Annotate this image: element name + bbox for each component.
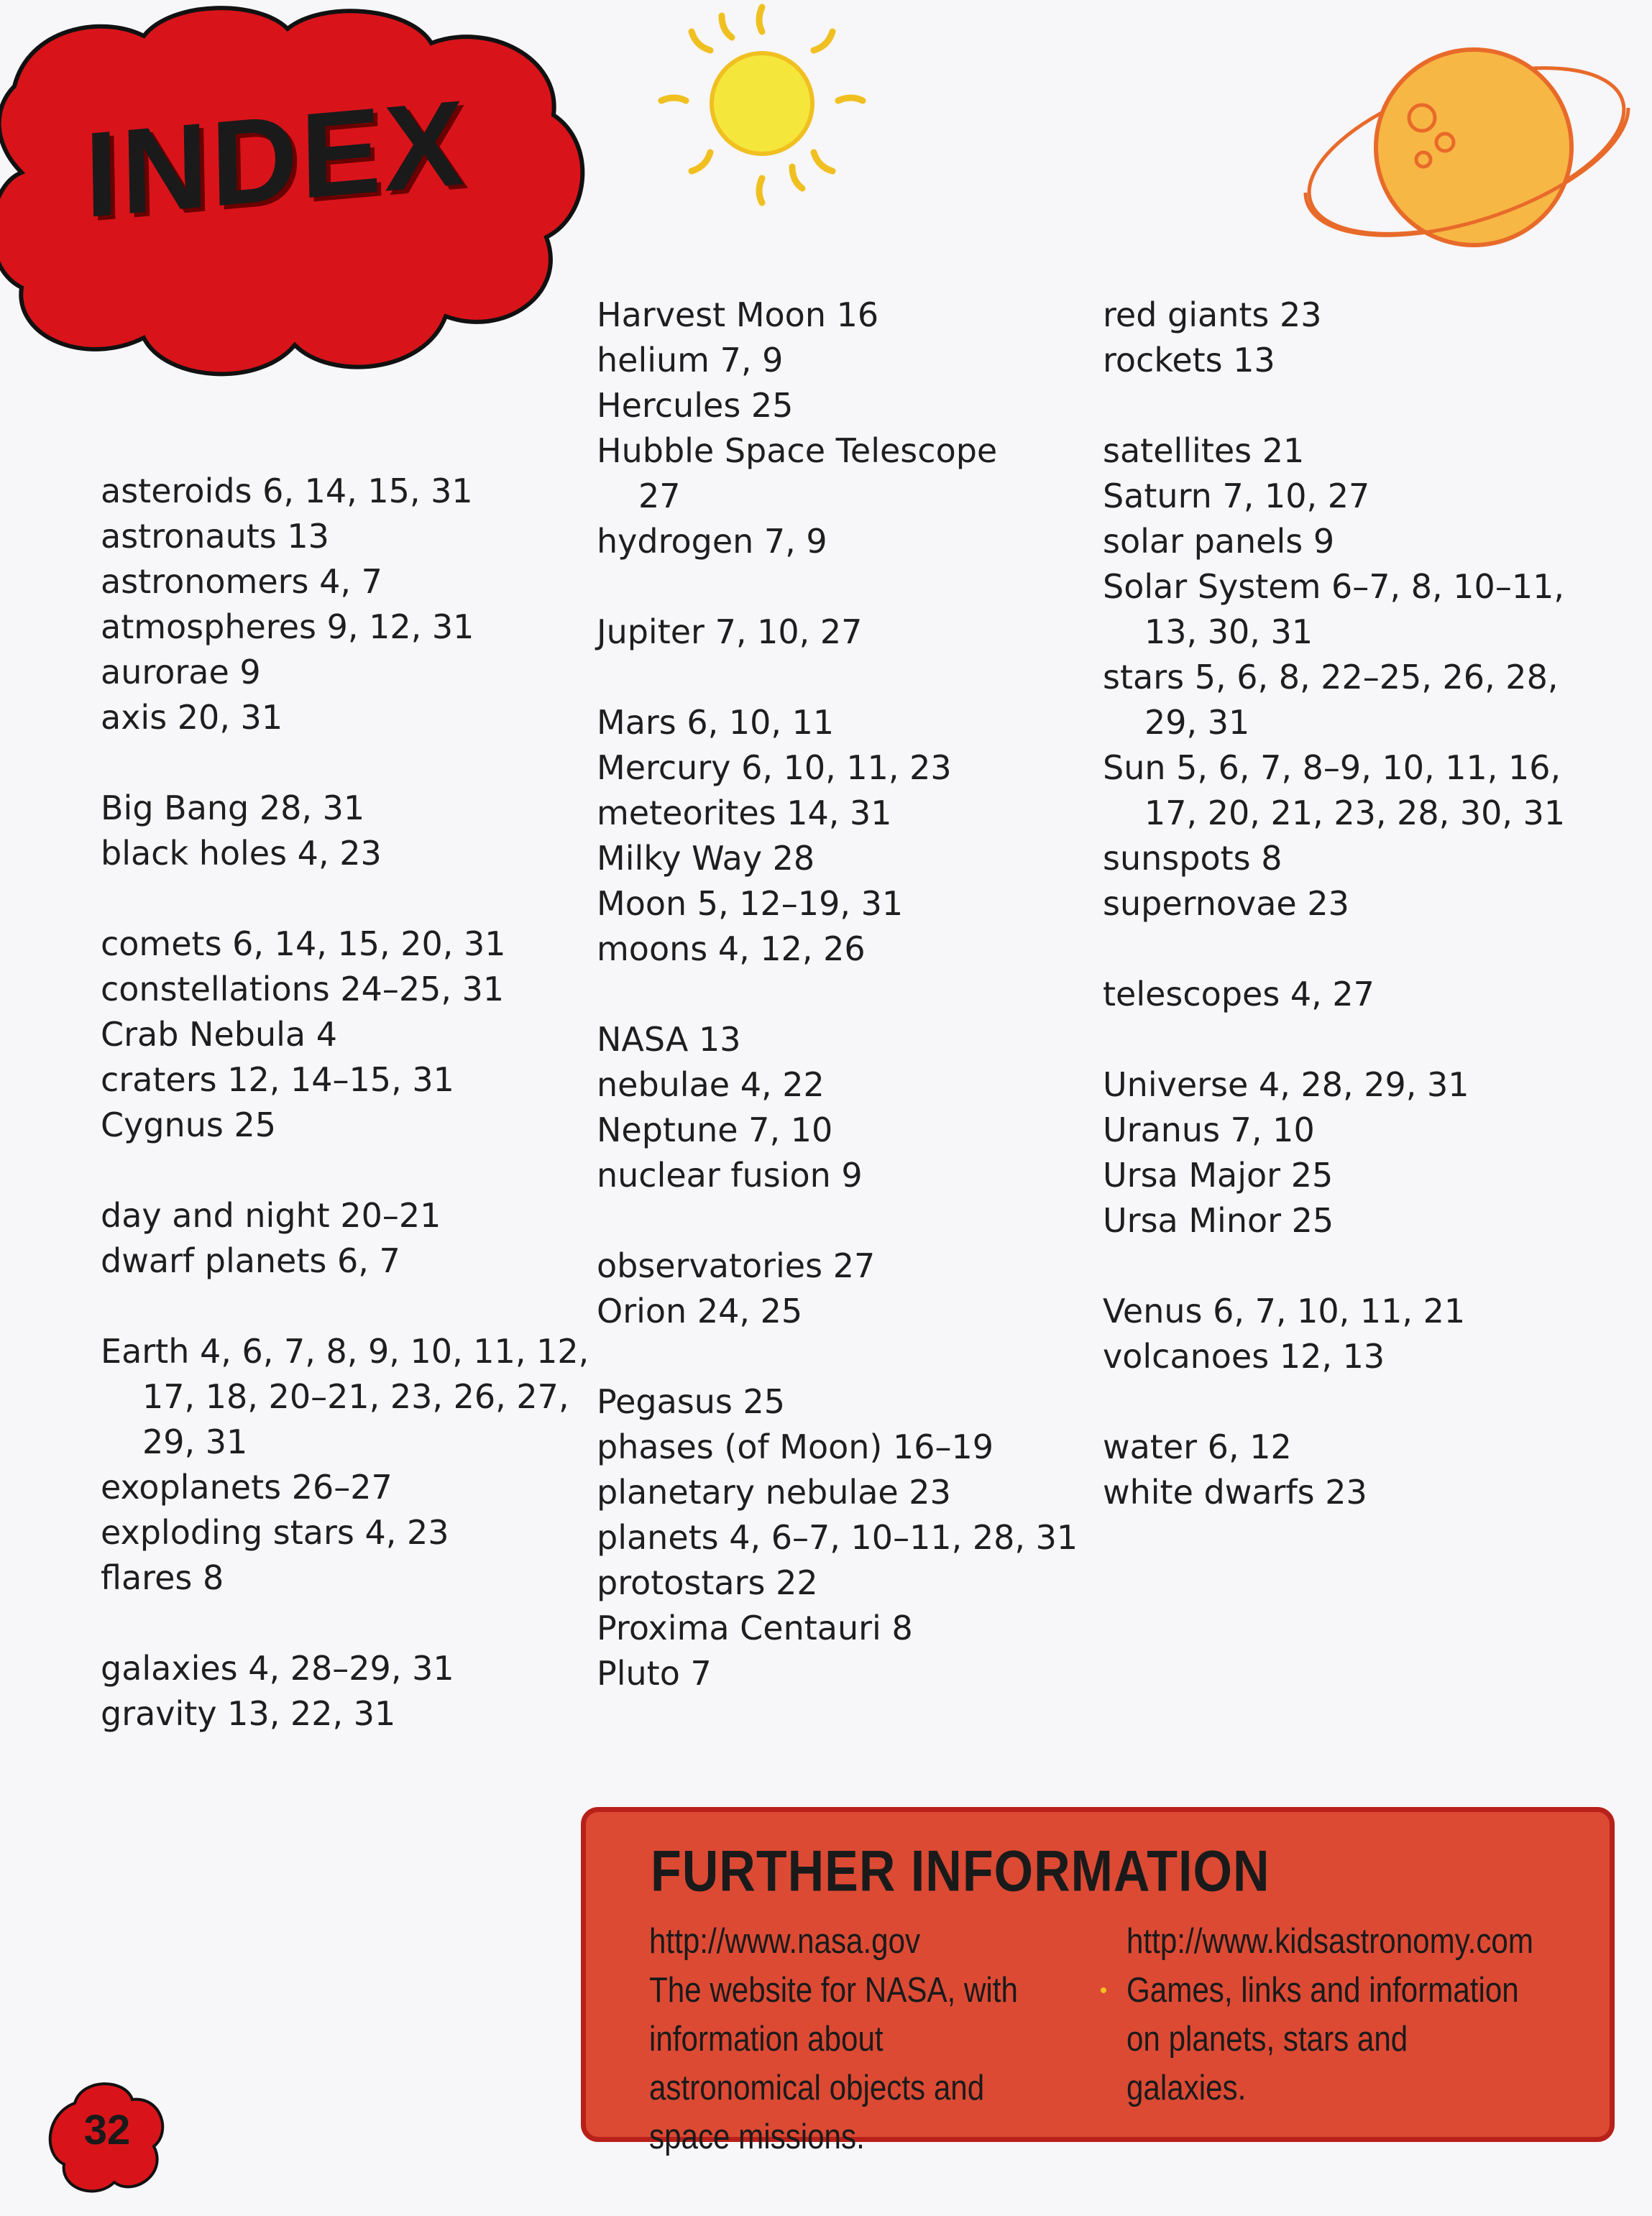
further-information-title: FURTHER INFORMATION <box>651 1839 1270 1903</box>
index-entry-text: planetary nebulae 23 <box>597 1473 951 1512</box>
index-entry <box>1103 1470 1565 1515</box>
index-entry-text: volcanoes 12, 13 <box>1103 1337 1385 1376</box>
index-entry-text: axis 20, 31 <box>101 698 283 737</box>
index-entry-text: Mars 6, 10, 11 <box>597 703 835 742</box>
index-entry-text: aurorae 9 <box>101 653 261 691</box>
index-entry-text: Orion 24, 25 <box>597 1292 803 1330</box>
info-site-nasa <box>649 1917 1045 2161</box>
index-entry-text: Mercury 6, 10, 11, 23 <box>597 748 952 787</box>
index-entry <box>597 836 1078 881</box>
section-gap <box>597 972 1078 1017</box>
index-entry <box>101 514 589 559</box>
index-entry-text: exoplanets 26–27 <box>101 1468 393 1507</box>
section-gap <box>1103 1243 1565 1289</box>
index-entry <box>597 1243 1078 1289</box>
index-entry <box>1103 519 1565 564</box>
section-gap <box>1103 383 1565 428</box>
index-entry <box>1103 745 1565 836</box>
index-entry <box>597 1153 1078 1198</box>
index-entry-continuation: 29, 31 <box>142 1422 248 1461</box>
index-entry <box>1103 972 1565 1017</box>
index-entry <box>1103 1334 1565 1379</box>
index-entry-text: Universe 4, 28, 29, 31 <box>1103 1065 1469 1104</box>
index-entry-text: Hercules 25 <box>597 386 794 425</box>
index-entry-text: phases (of Moon) 16–19 <box>597 1427 994 1466</box>
index-entry-text: gravity 13, 22, 31 <box>101 1694 396 1733</box>
index-entry <box>597 293 1078 338</box>
index-entry-text: Pegasus 25 <box>597 1382 786 1421</box>
index-entry-text: Solar System 6–7, 8, 10–11, <box>1103 567 1564 606</box>
index-entry <box>597 881 1078 927</box>
index-entry-text: Moon 5, 12–19, 31 <box>597 884 904 923</box>
section-gap <box>1103 1017 1565 1062</box>
index-entry-text: Saturn 7, 10, 27 <box>1103 477 1370 515</box>
index-entry <box>101 1691 589 1737</box>
section-gap <box>597 1198 1078 1243</box>
index-entry-text: Jupiter 7, 10, 27 <box>597 612 863 651</box>
index-entry <box>101 604 589 650</box>
index-entry-continuation: 29, 31 <box>1144 703 1250 742</box>
index-entry-continuation: 17, 18, 20–21, 23, 26, 27, <box>142 1377 569 1416</box>
index-entry-text: satellites 21 <box>1103 431 1305 470</box>
index-entry <box>101 1465 589 1510</box>
index-entry <box>1103 881 1565 927</box>
planet-icon <box>1294 22 1639 295</box>
index-entry-text: black holes 4, 23 <box>101 834 382 873</box>
index-entry <box>1103 474 1565 519</box>
index-entry-text: day and night 20–21 <box>101 1196 441 1235</box>
index-entry-text: water 6, 12 <box>1103 1427 1292 1466</box>
index-entry-text: Uranus 7, 10 <box>1103 1111 1315 1149</box>
index-column-2 <box>597 293 1078 1696</box>
index-entry <box>101 831 589 876</box>
index-entry <box>597 700 1078 745</box>
index-entry-text: planets 4, 6–7, 10–11, 28, 31 <box>597 1518 1078 1557</box>
index-entry <box>597 745 1078 791</box>
section-gap <box>101 1148 589 1193</box>
index-entry <box>597 927 1078 972</box>
index-entry-text: sunspots 8 <box>1103 839 1282 878</box>
index-entry <box>101 967 589 1012</box>
index-column-3 <box>1103 293 1565 1515</box>
index-entry <box>597 1062 1078 1108</box>
index-entry <box>597 383 1078 428</box>
index-entry-text: red giants 23 <box>1103 295 1322 334</box>
index-entry-text: Cygnus 25 <box>101 1105 276 1144</box>
index-entry <box>597 610 1078 655</box>
section-gap <box>101 876 589 921</box>
index-entry-text: Hubble Space Telescope <box>597 431 998 470</box>
info-link-kidsastronomy[interactable]: http://www.kidsastronomy.com <box>1126 1922 1533 1961</box>
section-gap <box>101 1284 589 1329</box>
index-entry <box>1103 1108 1565 1153</box>
index-entry <box>101 469 589 514</box>
index-entry-text: Neptune 7, 10 <box>597 1111 833 1149</box>
index-entry-text: craters 12, 14–15, 31 <box>101 1060 454 1099</box>
index-entry <box>597 1108 1078 1153</box>
sun-icon <box>647 0 877 208</box>
index-entry <box>101 1329 589 1465</box>
index-entry <box>1103 1062 1565 1108</box>
index-entry-text: Sun 5, 6, 7, 8–9, 10, 11, 16, <box>1103 748 1561 787</box>
index-entry <box>1103 836 1565 881</box>
index-entry-text: Big Bang 28, 31 <box>101 789 365 827</box>
index-entry <box>597 1515 1078 1560</box>
index-entry-text: supernovae 23 <box>1103 884 1349 923</box>
section-gap <box>1103 927 1565 972</box>
info-site-kidsastronomy <box>1126 1917 1535 2112</box>
index-entry-text: dwarf planets 6, 7 <box>101 1241 400 1280</box>
index-entry-text: constellations 24–25, 31 <box>101 970 505 1008</box>
info-link-nasa[interactable]: http://www.nasa.gov <box>649 1922 921 1961</box>
info-desc-nasa: The website for NASA, with information about astronomical objects and space missions. <box>649 1971 1018 2156</box>
section-gap <box>101 1601 589 1646</box>
section-gap <box>101 740 589 786</box>
index-entry-text: flares 8 <box>101 1558 224 1597</box>
page-number: 32 <box>83 2107 131 2153</box>
index-entry <box>597 1606 1078 1651</box>
section-gap <box>1103 1379 1565 1425</box>
index-entry-text: nebulae 4, 22 <box>597 1065 825 1104</box>
index-entry <box>1103 428 1565 474</box>
index-entry <box>1103 293 1565 338</box>
index-entry <box>1103 564 1565 655</box>
index-entry-text: atmospheres 9, 12, 31 <box>101 607 474 646</box>
index-entry-text: protostars 22 <box>597 1563 818 1602</box>
section-gap <box>597 1334 1078 1379</box>
index-entry <box>597 338 1078 383</box>
index-entry <box>101 1012 589 1057</box>
section-gap <box>597 564 1078 610</box>
info-desc-kidsastronomy: Games, links and information on planets, stars and galaxies. <box>1126 1971 1519 2107</box>
index-entry-text: comets 6, 14, 15, 20, 31 <box>101 924 506 963</box>
index-entry <box>597 1017 1078 1062</box>
index-entry <box>101 1193 589 1238</box>
index-entry-continuation: 17, 20, 21, 23, 28, 30, 31 <box>1144 794 1566 832</box>
index-entry <box>101 1103 589 1148</box>
index-entry <box>101 650 589 695</box>
index-entry <box>101 1057 589 1103</box>
index-entry <box>1103 1198 1565 1243</box>
index-entry-text: rockets 13 <box>1103 341 1275 380</box>
index-entry <box>597 1651 1078 1696</box>
index-entry-text: Earth 4, 6, 7, 8, 9, 10, 11, 12, <box>101 1332 589 1371</box>
index-entry-text: helium 7, 9 <box>597 341 784 380</box>
index-entry-text: nuclear fusion 9 <box>597 1156 863 1195</box>
index-entry <box>101 1555 589 1601</box>
index-entry-text: Pluto 7 <box>597 1654 712 1693</box>
index-entry <box>1103 655 1565 745</box>
index-entry-text: Venus 6, 7, 10, 11, 21 <box>1103 1292 1466 1330</box>
index-entry-text: exploding stars 4, 23 <box>101 1513 449 1552</box>
index-entry <box>597 519 1078 564</box>
index-entry-text: astronomers 4, 7 <box>101 562 382 601</box>
index-entry <box>597 1289 1078 1334</box>
index-entry <box>101 695 589 740</box>
index-column-1 <box>101 469 589 1737</box>
index-entry <box>1103 338 1565 383</box>
section-gap <box>597 655 1078 700</box>
index-entry-text: telescopes 4, 27 <box>1103 975 1375 1013</box>
index-entry-text: Harvest Moon 16 <box>597 295 879 334</box>
index-entry-text: NASA 13 <box>597 1020 741 1059</box>
index-entry <box>101 559 589 604</box>
index-entry <box>101 1646 589 1691</box>
index-entry <box>1103 1289 1565 1334</box>
index-entry-text: hydrogen 7, 9 <box>597 522 827 561</box>
index-entry <box>597 428 1078 519</box>
index-entry-text: Milky Way 28 <box>597 839 815 878</box>
index-entry-text: observatories 27 <box>597 1246 876 1285</box>
index-entry-text: Proxima Centauri 8 <box>597 1609 913 1647</box>
index-entry-text: meteorites 14, 31 <box>597 794 892 832</box>
index-entry <box>597 1425 1078 1470</box>
index-entry <box>597 791 1078 836</box>
index-entry-text: Ursa Major 25 <box>1103 1156 1334 1195</box>
index-entry <box>101 1238 589 1284</box>
index-entry <box>101 786 589 831</box>
index-entry-text: astronauts 13 <box>101 517 329 556</box>
index-entry <box>1103 1425 1565 1470</box>
index-entry <box>597 1560 1078 1606</box>
index-entry-text: asteroids 6, 14, 15, 31 <box>101 472 473 510</box>
index-entry-text: moons 4, 12, 26 <box>597 929 866 968</box>
index-entry-text: solar panels 9 <box>1103 522 1335 561</box>
index-entry-text: galaxies 4, 28–29, 31 <box>101 1649 454 1688</box>
index-entry-text: Crab Nebula 4 <box>101 1015 337 1054</box>
index-entry <box>101 921 589 967</box>
page-title: INDEX <box>83 74 469 244</box>
index-entry <box>597 1379 1078 1425</box>
index-entry-text: white dwarfs 23 <box>1103 1473 1367 1512</box>
index-entry <box>101 1510 589 1555</box>
index-entry-continuation: 27 <box>638 477 681 515</box>
further-information-box <box>581 1807 1615 2156</box>
index-entry <box>1103 1153 1565 1198</box>
index-entry-text: stars 5, 6, 8, 22–25, 26, 28, <box>1103 658 1559 696</box>
index-entry <box>597 1470 1078 1515</box>
index-entry-continuation: 13, 30, 31 <box>1144 612 1313 651</box>
index-entry-text: Ursa Minor 25 <box>1103 1201 1334 1240</box>
divider-dot <box>1101 1987 1106 1993</box>
